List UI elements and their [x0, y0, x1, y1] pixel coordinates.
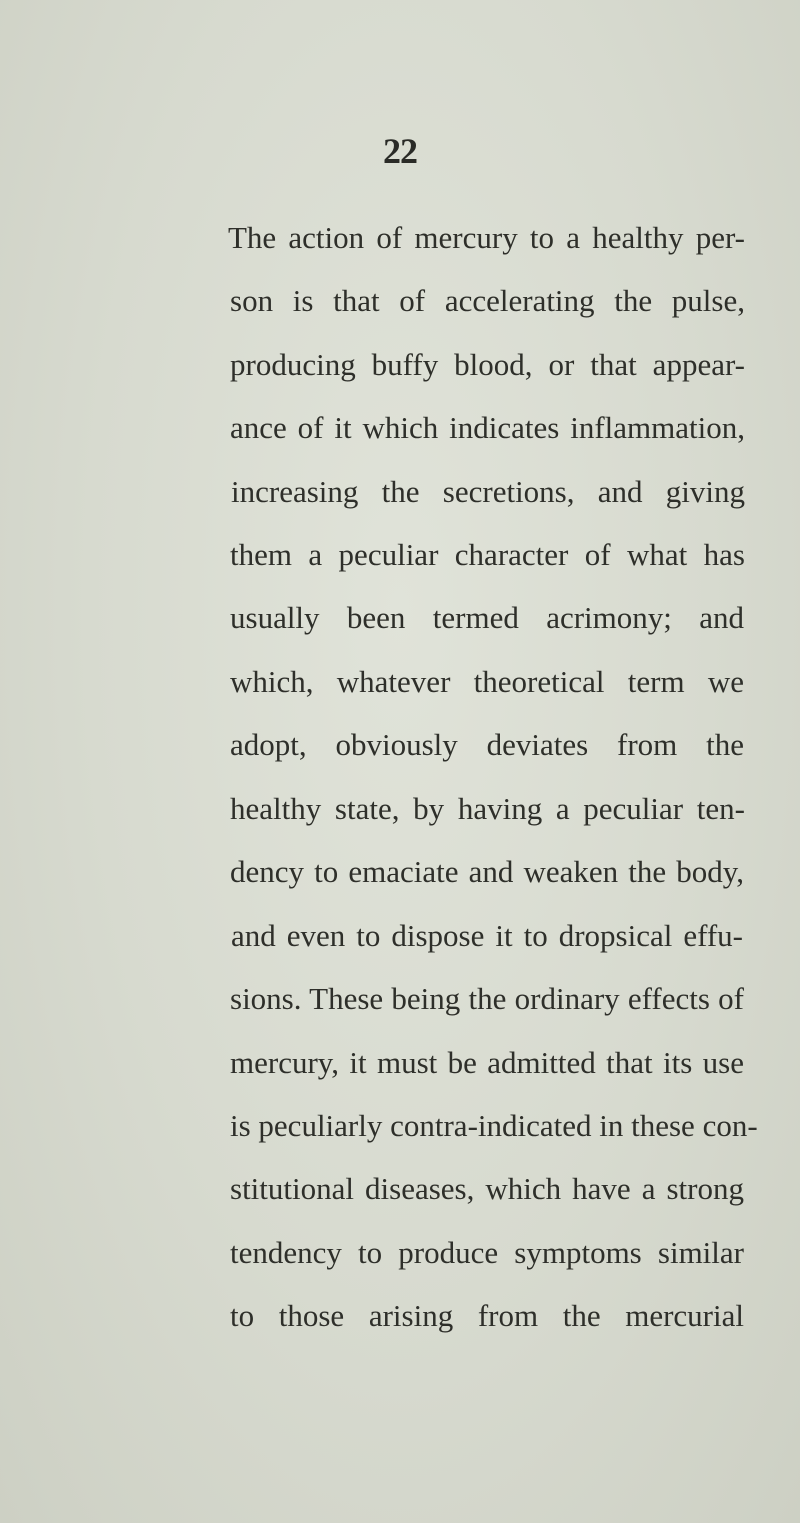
text-line: son is that of accelerating the pulse,: [230, 283, 745, 318]
text-line: them a peculiar character of what has: [230, 537, 745, 572]
text-line: producing buffy blood, or that appear-: [230, 347, 745, 382]
text-line: dency to emaciate and weaken the body,: [230, 854, 744, 889]
text-line: and even to dispose it to dropsical effu-: [231, 918, 743, 953]
text-line: mercury, it must be admitted that its use: [230, 1045, 744, 1080]
text-line: healthy state, by having a peculiar ten-: [230, 791, 745, 826]
text-line: to those arising from the mercurial: [230, 1298, 744, 1333]
text-line: is peculiarly contra-indicated in these con-: [230, 1108, 758, 1143]
text-line: ance of it which indicates inflammation,: [230, 410, 745, 445]
text-line: stitutional diseases, which have a strong: [230, 1171, 744, 1206]
text-line: The action of mercury to a healthy per-: [228, 220, 745, 255]
page-number: 22: [383, 131, 417, 171]
text-line: which, whatever theoretical term we: [230, 664, 744, 699]
text-line: usually been termed acrimony; and: [230, 600, 744, 635]
text-line: tendency to produce symptoms similar: [230, 1235, 744, 1270]
text-line: increasing the secretions, and giving: [231, 474, 745, 509]
text-line: sions. These being the ordinary effects of: [230, 981, 744, 1016]
text-line: adopt, obviously deviates from the: [230, 727, 744, 762]
